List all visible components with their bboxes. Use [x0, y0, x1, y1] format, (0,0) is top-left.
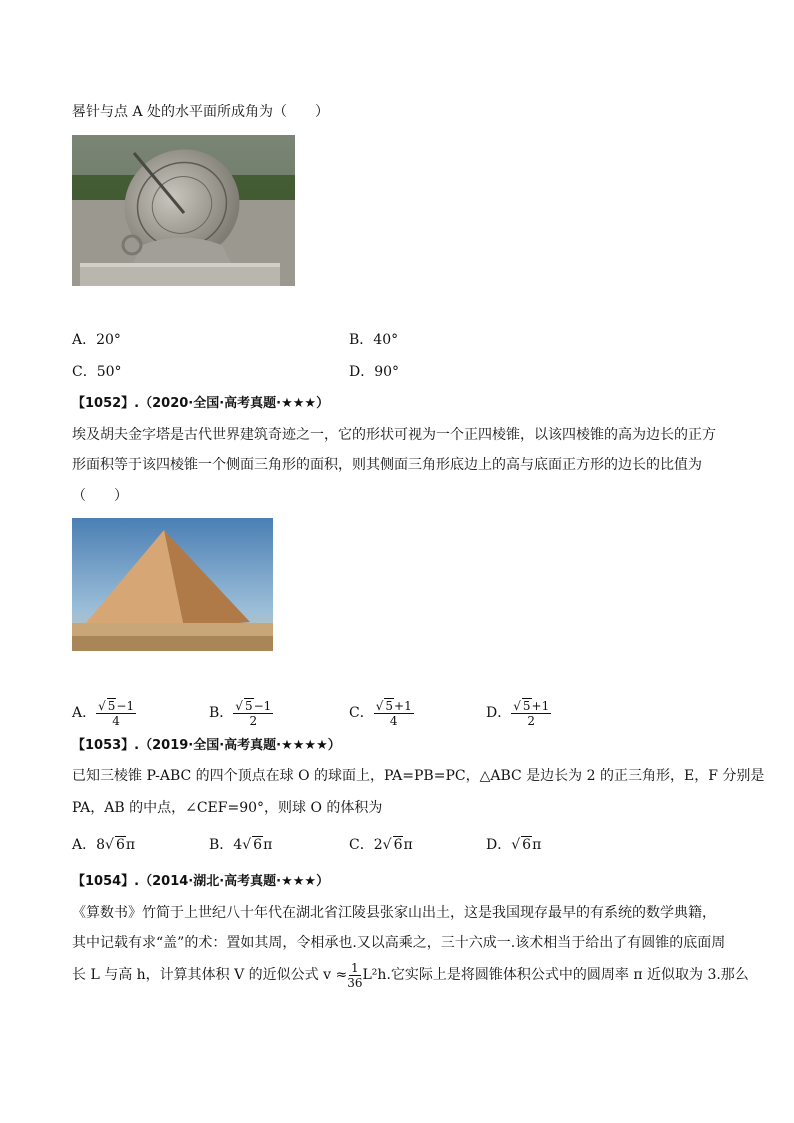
- q1052-option-c[interactable]: [349, 696, 414, 730]
- q1054-header: 【1054】.（2014·湖北·高考真题·★★★）: [72, 874, 330, 889]
- fraction: $\frac{√ 5-1}{4}$: [98, 698, 135, 728]
- fraction: $\frac{√ 5+1}{2}$: [513, 698, 550, 728]
- q1053-stem-line-1: 已知三棱锥 P-ABC 的四个顶点在球 O 的球面上，PA=PB=PC，△ABC 是边长为 2 的正三角形，E，F 分别是: [72, 768, 765, 784]
- q1053-header: 【1053】.（2019·全国·高考真题·★★★★）: [72, 738, 341, 753]
- option-letter: B．: [209, 705, 234, 721]
- option-letter: C．: [349, 705, 374, 721]
- q1052-stem-line-2: 形面积等于该四棱锥一个侧面三角形的面积，则其侧面三角形底边上的高与底面正方形的边长的比值为: [72, 457, 702, 473]
- q1051-option-c[interactable]: C．50°: [72, 364, 122, 380]
- sundial-image: [72, 135, 295, 286]
- pyramid-image: [72, 518, 273, 651]
- q1051-option-d[interactable]: D．90°: [349, 364, 400, 380]
- formula-fraction: $\frac{1}{36}$: [347, 960, 363, 990]
- q1052-header: 【1052】.（2020·全国·高考真题·★★★）: [72, 396, 330, 411]
- q1054-stem-line-3: 长 L 与高 h，计算其体积 V 的近似公式 v ≈ $\frac{1}{36}$ L²h .它实际上是将圆锥体积公式中的圆周率 π 近似取为 3.那么: [72, 960, 749, 990]
- q1053-option-d[interactable]: D．√ 6π: [486, 837, 542, 853]
- q1053-option-c[interactable]: C．2√ 6π: [349, 837, 413, 853]
- fraction: $\frac{√ 5+1}{4}$: [375, 698, 412, 728]
- q1052-option-b[interactable]: [209, 696, 273, 730]
- option-letter: A．: [72, 705, 97, 721]
- q1052-stem-line-1: 埃及胡夫金字塔是古代世界建筑奇迹之一，它的形状可视为一个正四棱锥，以该四棱锥的高为边长的正方: [72, 427, 716, 443]
- q1054-stem-line-1: 《算数书》竹简于上世纪八十年代在湖北省江陵县张家山出土，这是我国现存最早的有系统的数学典籍，: [72, 905, 716, 921]
- q1053-option-a[interactable]: A．8√ 6π: [72, 837, 136, 853]
- q1051-option-b[interactable]: B．40°: [349, 332, 399, 348]
- q1052-option-d[interactable]: [486, 696, 551, 730]
- fraction: $\frac{√ 5-1}{2}$: [235, 698, 272, 728]
- q1053-option-b[interactable]: B．4√ 6π: [209, 837, 273, 853]
- q1051-stem: 晷针与点 A 处的水平面所成角为（ ）: [72, 104, 330, 120]
- q1052-stem-line-3: （ ）: [72, 488, 128, 504]
- q1054-stem-line-2: 其中记载有求“盖”的术：置如其周，令相承也.又以高乘之，三十六成一.该术相当于给出了有圆锥的底面周: [72, 935, 726, 951]
- q1053-stem-line-2: PA，AB 的中点，∠CEF=90°，则球 O 的体积为: [72, 800, 383, 816]
- q1051-option-a[interactable]: A．20°: [72, 332, 121, 348]
- option-letter: D．: [486, 705, 512, 721]
- q1052-option-a[interactable]: [72, 696, 136, 730]
